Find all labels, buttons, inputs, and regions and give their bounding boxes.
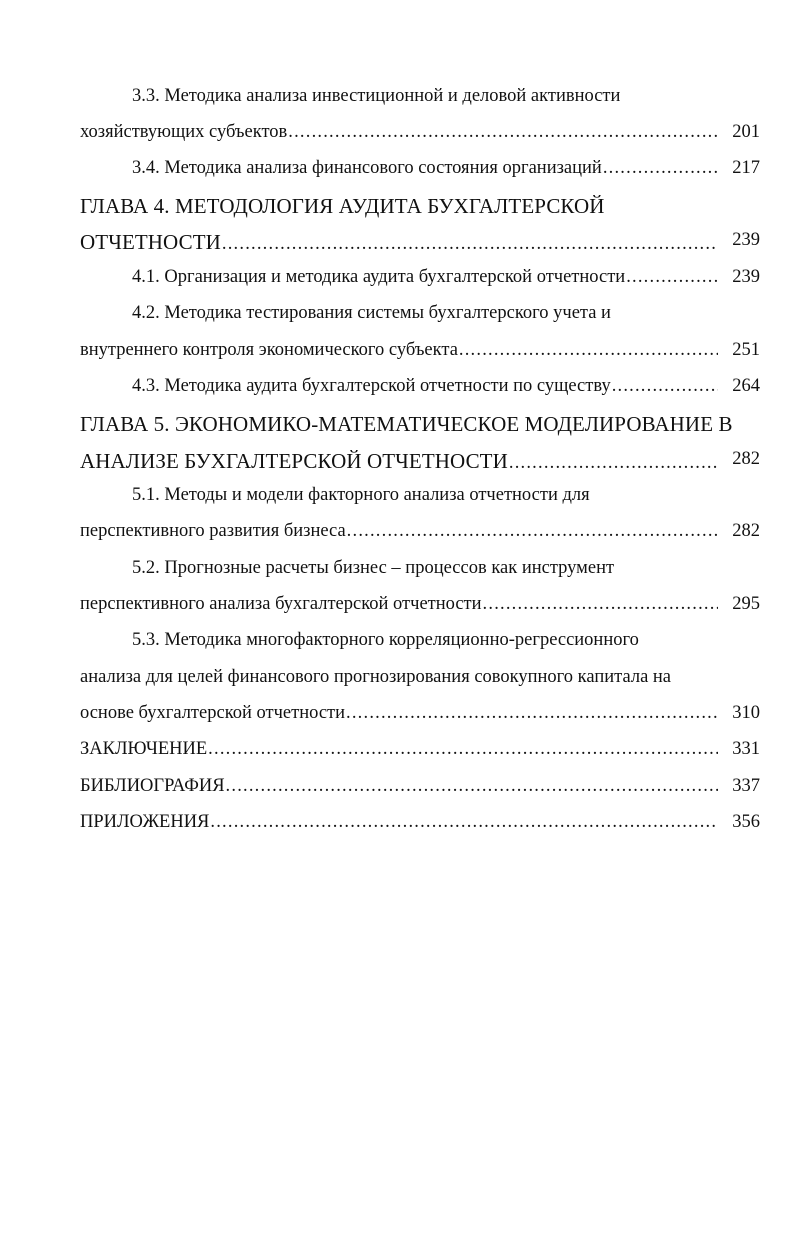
toc-page-number: 337: [718, 776, 760, 797]
toc-chapter-4-line-2: [80, 230, 760, 260]
toc-entry-conclusion: [80, 739, 760, 769]
dot-leader: [208, 739, 760, 760]
toc-entry-text: ЗАКЛЮЧЕНИЕ: [80, 739, 208, 759]
toc-entry-appendices: [80, 812, 760, 842]
toc-page-number: 239: [718, 267, 760, 288]
toc-entry-text: 5.2. Прогнозные расчеты бизнес – процессов как инструмент: [132, 558, 615, 578]
toc-entry-5-3-line-3: [80, 703, 760, 733]
toc-entry-4-3: [132, 376, 760, 406]
toc-chapter-5-line-2: [80, 449, 760, 479]
toc-entry-text: основе бухгалтерской отчетности: [80, 703, 346, 723]
toc-entry-text: 5.1. Методы и модели факторного анализа отчетности для: [132, 485, 590, 505]
toc-entry-text: перспективного анализа бухгалтерской отчетности: [80, 594, 482, 614]
toc-entry-3-4: [132, 158, 760, 188]
toc-entry-5-3-line-2: [80, 667, 760, 697]
toc-entry-text: 4.2. Методика тестирования системы бухгалтерского учета и: [132, 303, 611, 323]
toc-chapter-5-line-1: [80, 412, 760, 442]
toc-page-number: 331: [718, 739, 760, 760]
dot-leader: [226, 776, 760, 797]
toc-entry-5-3-line-1: [132, 630, 760, 660]
toc-entry-text: БИБЛИОГРАФИЯ: [80, 776, 225, 796]
dot-leader: [347, 521, 760, 542]
toc-entry-text: 3.4. Методика анализа финансового состояния организаций: [132, 158, 602, 178]
toc-chapter-title: АНАЛИЗЕ БУХГАЛТЕРСКОЙ ОТЧЕТНОСТИ: [80, 449, 508, 473]
toc-page-number: 282: [718, 521, 760, 542]
dot-leader: [210, 812, 760, 833]
toc-page-number: 251: [718, 340, 760, 361]
toc-page-number: 295: [718, 594, 760, 615]
toc-entry-bibliography: [80, 776, 760, 806]
toc-page-number: 264: [718, 376, 760, 397]
toc-chapter-title: ОТЧЕТНОСТИ: [80, 230, 221, 254]
toc-entry-4-2-line-2: [80, 340, 760, 370]
toc-entry-5-1-line-1: [132, 485, 760, 515]
toc-entry-text: 5.3. Методика многофакторного корреляционно-регрессионного: [132, 630, 639, 650]
toc-entry-text: 4.1. Организация и методика аудита бухгалтерской отчетности: [132, 267, 626, 287]
toc-page-number: 201: [718, 122, 760, 143]
toc-entry-text: внутреннего контроля экономического субъекта: [80, 340, 458, 360]
dot-leader: [222, 234, 760, 255]
toc-chapter-title: ГЛАВА 5. ЭКОНОМИКО-МАТЕМАТИЧЕСКОЕ МОДЕЛИРОВАНИЕ В: [80, 412, 733, 436]
toc-entry-text: хозяйствующих субъектов: [80, 122, 288, 142]
toc-entry-5-2-line-2: [80, 594, 760, 624]
toc-page-number: 239: [718, 230, 760, 251]
toc-entry-5-2-line-1: [132, 558, 760, 588]
toc-page-number: 356: [718, 812, 760, 833]
toc-entry-4-1: [132, 267, 760, 297]
toc-chapter-title: ГЛАВА 4. МЕТОДОЛОГИЯ АУДИТА БУХГАЛТЕРСКОЙ: [80, 194, 605, 218]
toc-entry-text: перспективного развития бизнеса: [80, 521, 346, 541]
toc-entry-5-1-line-2: [80, 521, 760, 551]
toc-entry-3-3-line-1: [132, 86, 760, 116]
dot-leader: [288, 122, 760, 143]
toc-page-number: 310: [718, 703, 760, 724]
toc-entry-text: анализа для целей финансового прогнозирования совокупного капитала на: [80, 667, 672, 687]
dot-leader: [346, 703, 760, 724]
toc-entry-4-2-line-1: [132, 303, 760, 333]
toc-chapter-4-line-1: [80, 194, 760, 224]
toc-entry-text: ПРИЛОЖЕНИЯ: [80, 812, 210, 832]
toc-entry-text: 4.3. Методика аудита бухгалтерской отчетности по существу: [132, 376, 611, 396]
dot-leader: [459, 340, 760, 361]
toc-entry-3-3-line-2: [80, 122, 760, 152]
toc-page-number: 217: [718, 158, 760, 179]
toc-entry-text: 3.3. Методика анализа инвестиционной и деловой активности: [132, 86, 621, 106]
toc-page-number: 282: [718, 449, 760, 470]
